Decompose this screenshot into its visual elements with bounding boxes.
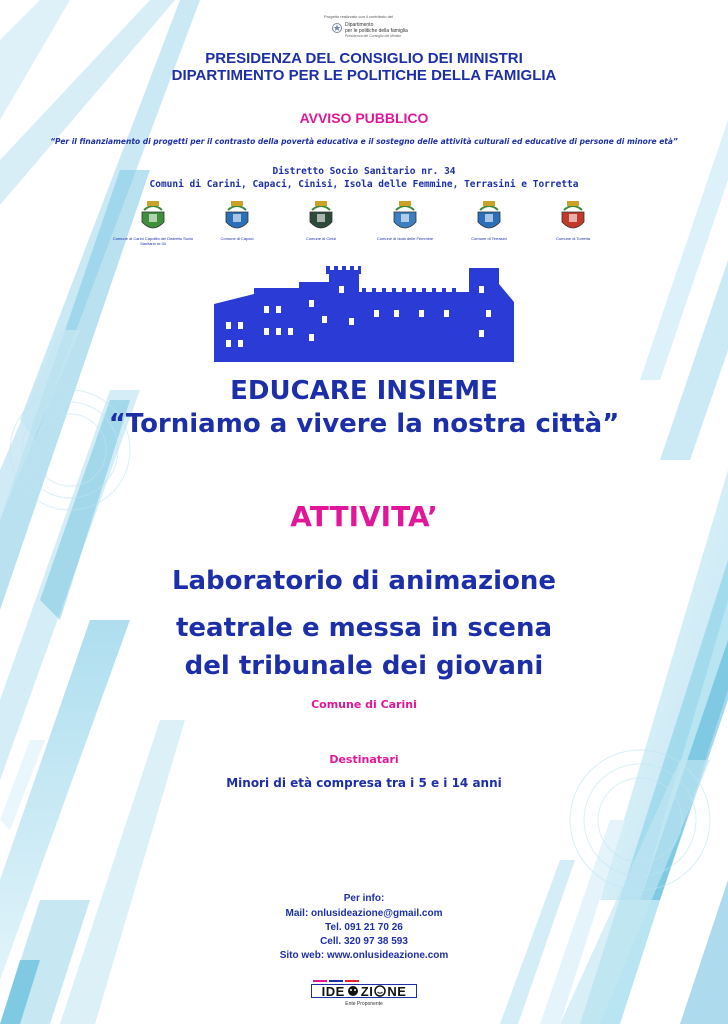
castle-icon	[214, 266, 514, 362]
subtitle: “Per il finanziamento di progetti per il contrasto della povertà educativa e il sostegno delle attività culturali ed educative di persone di minore età”	[50, 137, 678, 146]
crest-caption: Comune di Isola delle Femmine	[376, 236, 434, 241]
header-line-2: DIPARTIMENTO PER LE POLITICHE DELLA FAMIGLIA	[171, 67, 557, 84]
top-logo-line2: Dipartimento	[345, 22, 374, 28]
activity-label: ATTIVITA’	[290, 500, 438, 533]
contacts-heading: Per info:	[343, 893, 385, 904]
crest-icon	[220, 198, 254, 241]
recipients-label: Destinatari	[329, 753, 399, 766]
logo-caption: Ente Proponente	[345, 1001, 383, 1007]
title-line-1: EDUCARE INSIEME	[230, 376, 498, 406]
logo-text-right: ZI	[360, 983, 374, 999]
mask-icon	[346, 985, 360, 997]
contacts-cell: Cell. 320 97 38 593	[320, 936, 408, 947]
crest-icon	[305, 198, 337, 241]
activity-line-3: del tribunale dei giovani	[184, 651, 544, 681]
contacts-web[interactable]: Sito web: www.onlusideazione.com	[279, 950, 449, 961]
activity-line-2: teatrale e messa in scena	[175, 613, 552, 643]
district-line-1: Distretto Socio Sanitario nr. 34	[272, 166, 456, 177]
crest-caption: Comune di Terrasini	[471, 236, 507, 241]
logo-text-left: IDE	[321, 983, 345, 999]
emblem-icon	[332, 22, 342, 34]
avviso-pubblico: AVVISO PUBBLICO	[299, 110, 429, 126]
crest-icon	[112, 198, 194, 246]
header-line-1: PRESIDENZA DEL CONSIGLIO DEI MINISTRI	[205, 50, 523, 67]
comune-label: Comune di Carini	[311, 698, 417, 711]
contacts-mail[interactable]: Mail: onlusideazione@gmail.com	[285, 908, 443, 919]
smile-icon	[374, 985, 386, 997]
recipients-text: Minori di età compresa tra i 5 e i 14 anni	[226, 776, 502, 790]
title-line-2: “Torniamo a vivere la nostra città”	[108, 409, 620, 439]
logo-text-end: NE	[387, 983, 407, 999]
crest-icon	[471, 198, 507, 241]
crest-caption: Comune di Cinisi	[305, 236, 337, 241]
crest-icon	[376, 198, 434, 241]
activity-line-1: Laboratorio di animazione	[171, 566, 557, 596]
crest-caption: Comune di Carini Capofila del Distretto Socio Sanitario nr.34	[112, 236, 194, 246]
top-logo-line4: Presidenza del Consiglio dei Ministri	[345, 34, 402, 38]
crest-icon	[556, 198, 590, 241]
contacts-tel: Tel. 091 21 70 26	[325, 922, 403, 933]
government-logo	[324, 14, 412, 46]
top-logo-line1: Progetto realizzato con il contributo del	[324, 14, 393, 19]
crest-caption: Comune di Capaci	[220, 236, 254, 241]
district-line-2: Comuni di Carini, Capaci, Cinisi, Isola delle Femmine, Terrasini e Torretta	[149, 179, 579, 190]
top-logo-line3: per le politiche della famiglia	[345, 28, 408, 34]
ideazione-logo	[311, 978, 417, 1012]
crest-caption: Comune di Torretta	[556, 236, 590, 241]
